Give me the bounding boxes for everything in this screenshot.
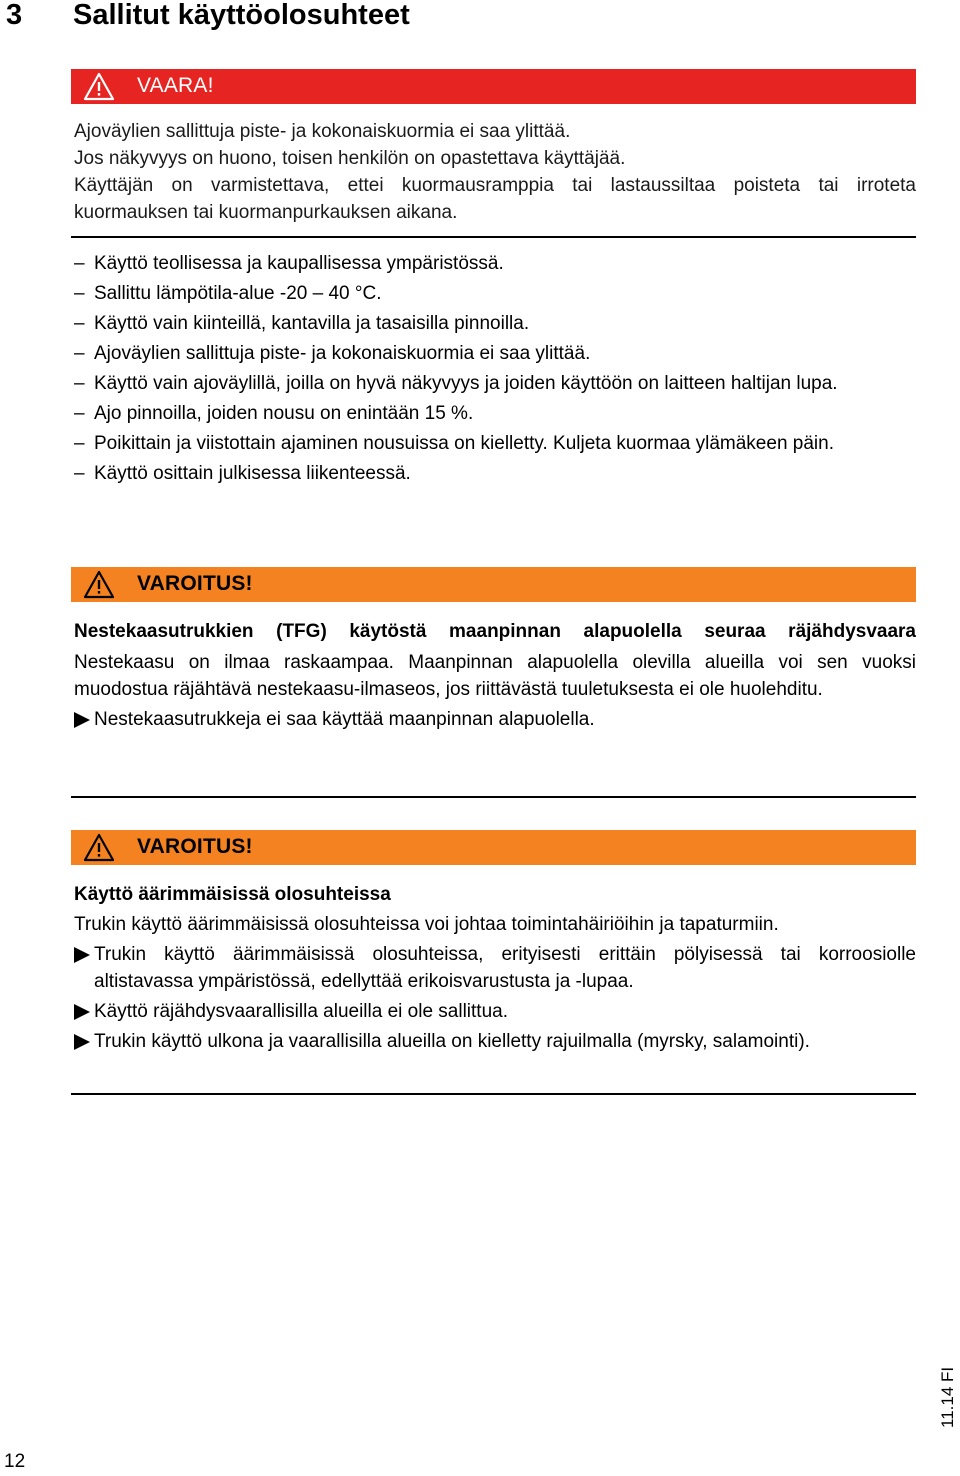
list-item-text: Ajo pinnoilla, joiden nousu on enintään 15 %.	[94, 403, 474, 424]
list-item	[74, 250, 916, 277]
danger-line: Jos näkyvyys on huono, toisen henkilön on opastettava käyttäjää.	[74, 148, 626, 169]
dash-marker: –	[74, 343, 85, 364]
warning-triangle-icon	[83, 833, 115, 862]
warning-banner	[71, 830, 916, 865]
action-list	[74, 706, 916, 733]
warning-text: Trukin käyttö äärimmäisissä olosuhteissa voi johtaa toimintahäiriöihin ja tapaturmiin.	[74, 914, 779, 935]
dash-marker: –	[74, 253, 85, 274]
list-item	[74, 340, 916, 367]
danger-label: VAARA!	[137, 74, 214, 97]
list-item-text: Käyttö osittain julkisessa liikenteessä.	[94, 463, 411, 484]
warning-triangle-icon	[83, 72, 115, 101]
section-number: 3	[6, 0, 23, 31]
warning-title	[74, 618, 916, 645]
warning-triangle-icon	[83, 570, 115, 599]
page-number: 12	[4, 1451, 26, 1472]
dash-marker: –	[74, 433, 85, 454]
divider	[71, 236, 916, 238]
warning-content	[74, 881, 916, 1055]
list-item-text: Sallittu lämpötila-alue -20 – 40 °C.	[94, 283, 382, 304]
divider	[71, 1093, 916, 1095]
action-item-text: Nestekaasutrukkeja ei saa käyttää maanpinnan alapuolella.	[94, 709, 595, 730]
action-item	[74, 1028, 916, 1055]
list-item	[74, 280, 916, 307]
warning-title-text: Nestekaasutrukkien (TFG) käytöstä maanpinnan alapuolella seuraa räjähdysvaara	[74, 621, 916, 642]
action-item	[74, 706, 916, 733]
action-list	[74, 941, 916, 1055]
arrow-icon	[74, 1034, 90, 1050]
list-item-text: Käyttö teollisessa ja kaupallisessa ympäristössä.	[94, 253, 504, 274]
dash-marker: –	[74, 403, 85, 424]
action-item-text: Trukin käyttö ulkona ja vaarallisilla alueilla on kielletty rajuilmalla (myrsky, salamointi).	[94, 1031, 810, 1052]
warning-content	[74, 618, 916, 733]
dash-marker: –	[74, 313, 85, 334]
warning-title: Käyttö äärimmäisissä olosuhteissa	[74, 884, 391, 905]
list-item	[74, 460, 916, 487]
arrow-icon	[74, 1004, 90, 1020]
danger-banner	[71, 69, 916, 104]
list-item-text: Käyttö vain kiinteillä, kantavilla ja tasaisilla pinnoilla.	[94, 313, 530, 334]
action-item	[74, 998, 916, 1025]
list-item	[74, 310, 916, 337]
list-item-text: Ajoväylien sallittuja piste- ja kokonaiskuormia ei saa ylittää.	[94, 343, 591, 364]
action-item	[74, 941, 916, 995]
arrow-icon	[74, 947, 90, 963]
dash-marker: –	[74, 373, 85, 394]
dash-marker: –	[74, 283, 85, 304]
danger-line: Käyttäjän on varmistettava, ettei kuormausramppia tai lastaussiltaa poisteta tai irroteta kuormauksen tai kuormanpurkauksen aikana.	[74, 175, 916, 223]
divider	[71, 796, 916, 798]
list-item	[74, 430, 916, 457]
danger-line: Ajoväylien sallittuja piste- ja kokonaiskuormia ei saa ylittää.	[74, 121, 571, 142]
document-date: 11.14 FI	[938, 1366, 957, 1428]
warning-banner	[71, 567, 916, 602]
list-item-text: Käyttö vain ajoväylillä, joilla on hyvä näkyvyys ja joiden käyttöön on laitteen haltijan lupa.	[94, 373, 838, 394]
warning-text: Nestekaasu on ilmaa raskaampaa. Maanpinnan alapuolella olevilla alueilla voi sen vuoksi muodostua räjähtävä nestekaasu-ilmaseos, jos riittävästä tuuletuksesta ei ole huolehditu.	[74, 652, 916, 700]
list-item	[74, 400, 916, 427]
list-item	[74, 370, 916, 397]
action-item-text: Käyttö räjähdysvaarallisilla alueilla ei ole sallittua.	[94, 1001, 508, 1022]
action-item-text: Trukin käyttö äärimmäisissä olosuhteissa, erityisesti erittäin pölyisessä tai korroosiolle altistavassa ympäristössä, edellyttää erikoisvarustusta ja -lupaa.	[94, 944, 916, 992]
danger-text	[74, 118, 916, 226]
arrow-icon	[74, 712, 90, 728]
list-item-text: Poikittain ja viistottain ajaminen nousuissa on kielletty. Kuljeta kuormaa ylämäkeen päin.	[94, 433, 834, 454]
warning-label: VAROITUS!	[137, 835, 253, 858]
conditions-list	[74, 250, 916, 487]
warning-label: VAROITUS!	[137, 572, 253, 595]
section-title: Sallitut käyttöolosuhteet	[73, 0, 410, 31]
dash-marker: –	[74, 463, 85, 484]
